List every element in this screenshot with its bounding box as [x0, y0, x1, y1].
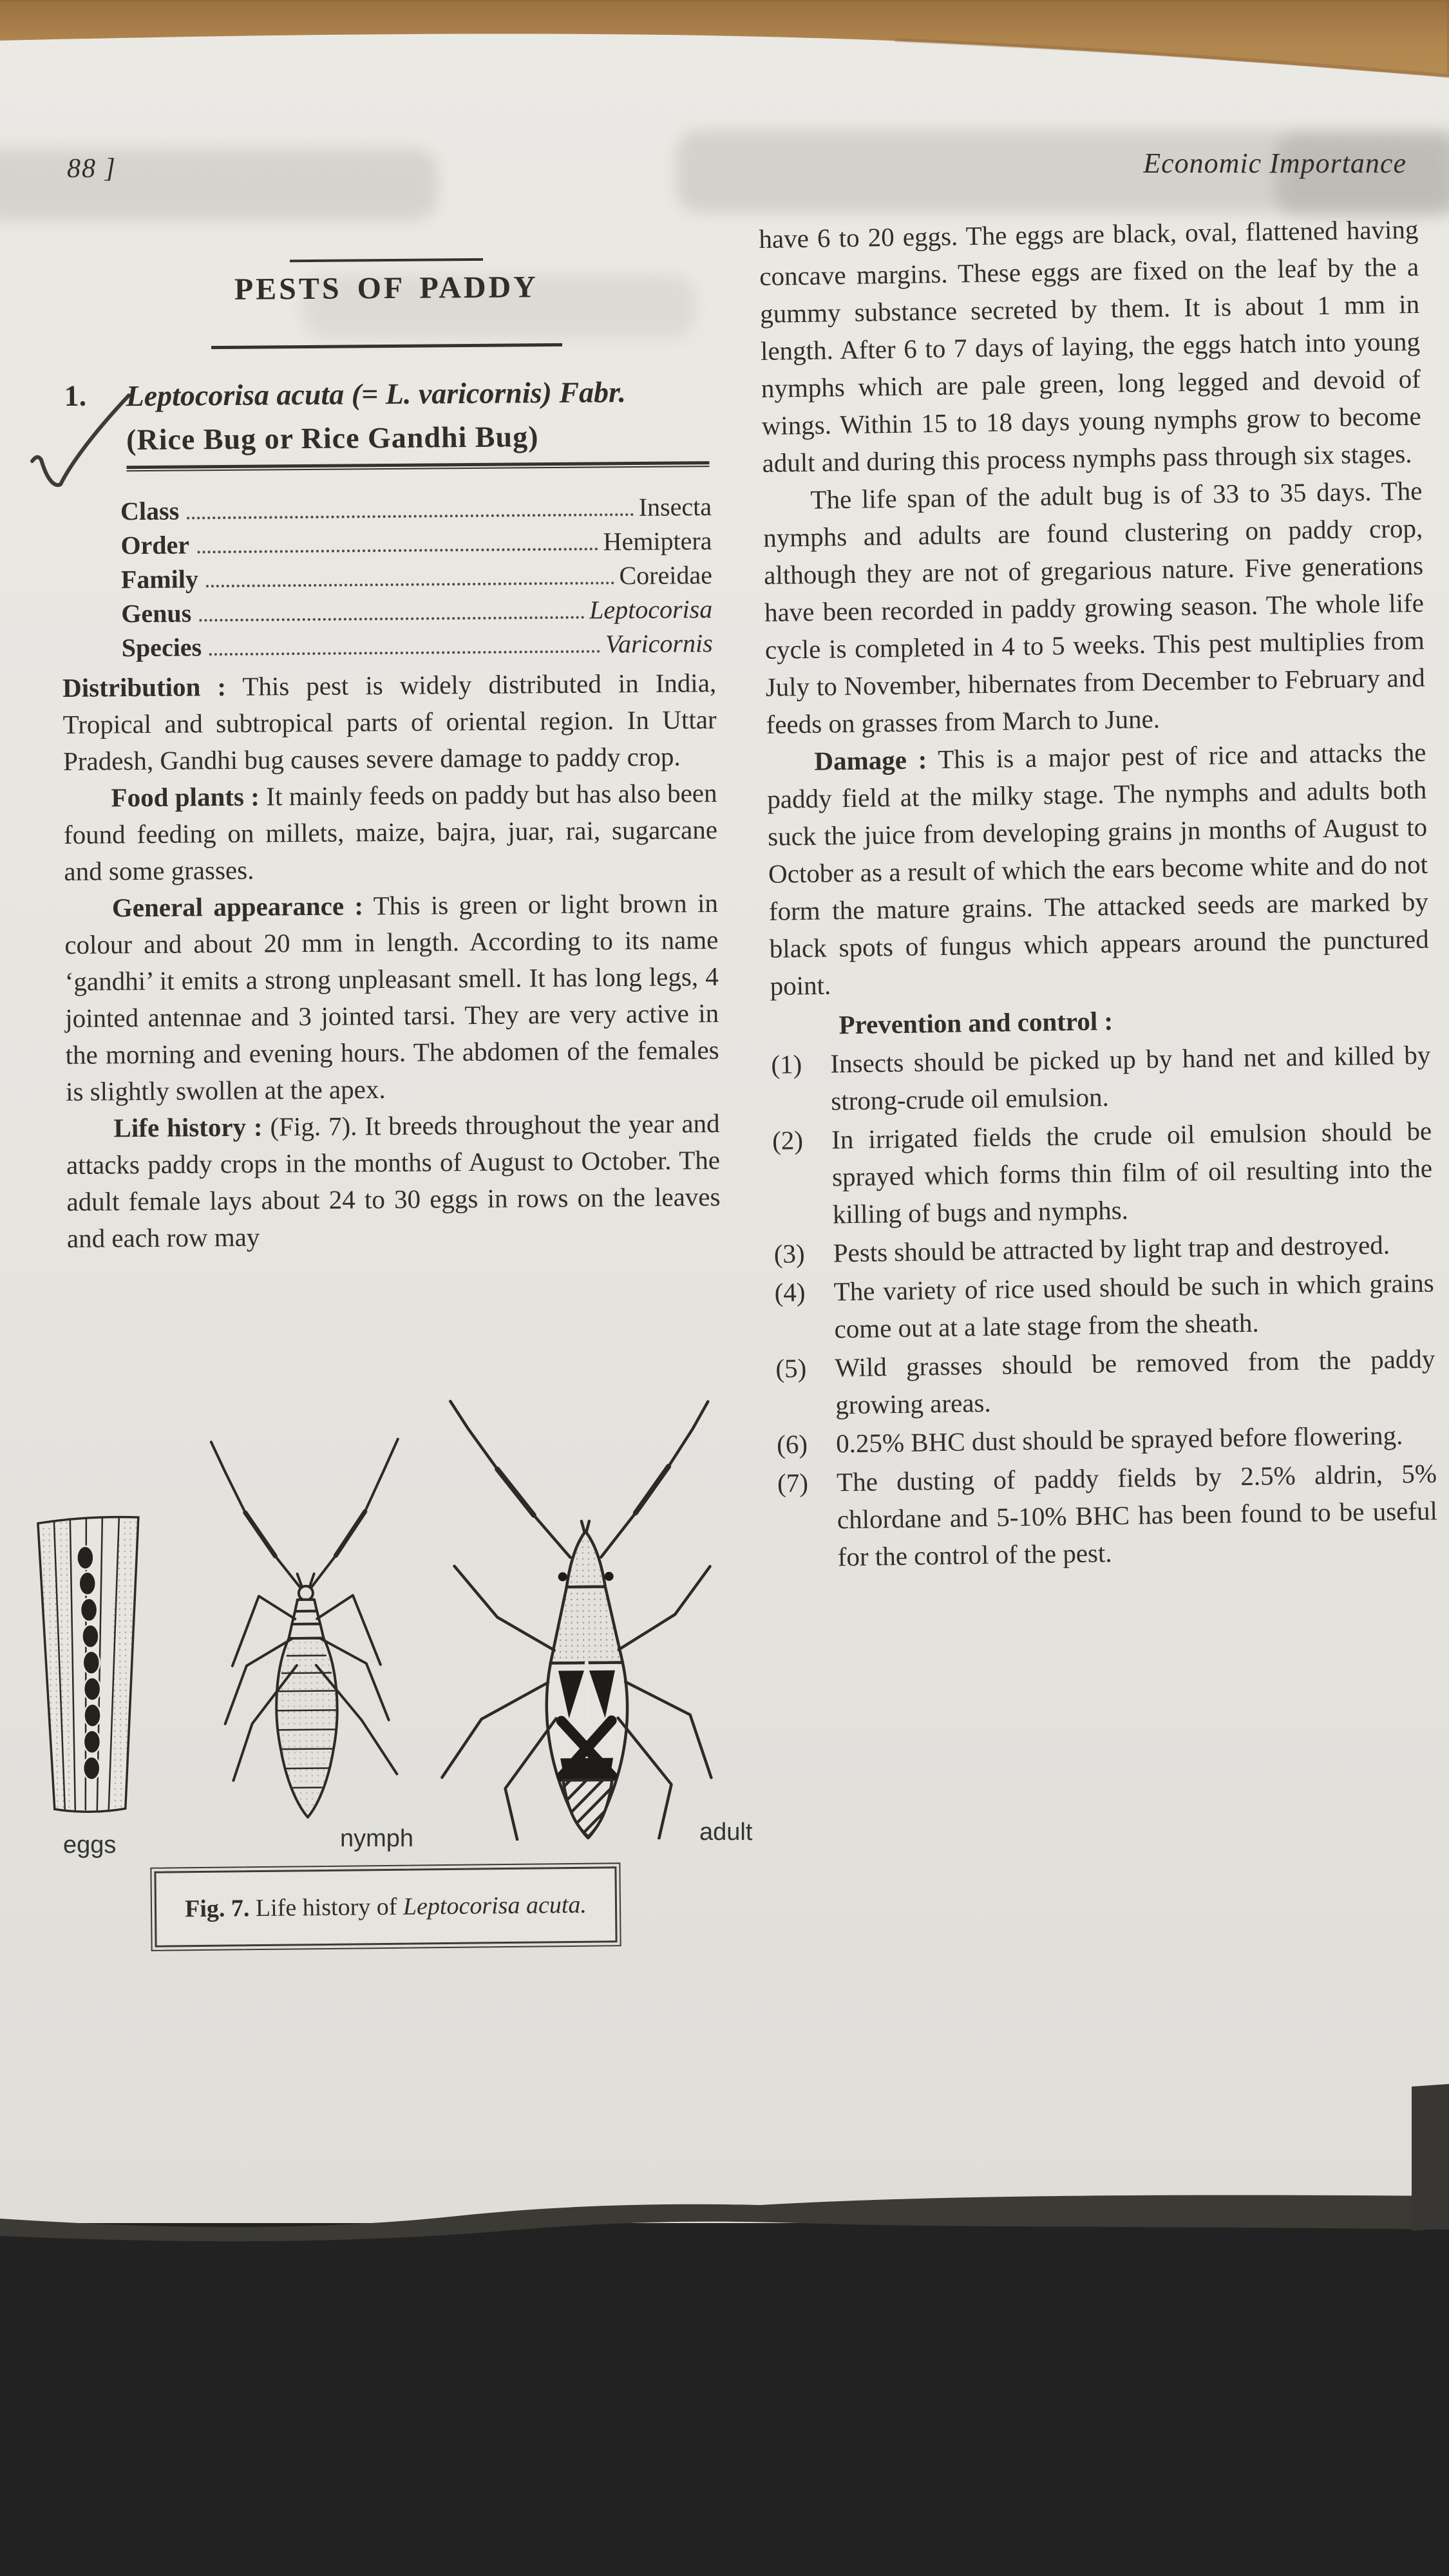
taxonomy-row	[120, 526, 712, 564]
prevention-item-text: Pests should be attracted by light trap and destroyed.	[833, 1229, 1390, 1268]
prevention-item-text: Insects should be picked up by hand net and killed by strong-crude oil emulsion.	[830, 1039, 1431, 1116]
paragraph	[66, 1105, 721, 1257]
prevention-item-number: (7)	[777, 1468, 809, 1498]
paragraph	[63, 775, 717, 890]
handwritten-checkmark-icon	[27, 381, 143, 510]
title-rule-bottom	[211, 343, 562, 349]
taxonomy-label: Class	[120, 496, 180, 526]
taxonomy-row	[122, 628, 713, 667]
paragraph-text: It mainly feeds on paddy but has also been found feeding on millets, maize, bajra, juar, rai, sugarcane and some grasses.	[63, 778, 718, 886]
paragraph	[64, 885, 720, 1110]
paragraph	[759, 211, 1422, 482]
paragraph	[762, 472, 1426, 743]
taxonomy-label: Genus	[121, 598, 192, 629]
dotted-leader	[197, 547, 598, 553]
figure-label-nymph: nymph	[340, 1825, 414, 1852]
prevention-item	[771, 1036, 1432, 1121]
dotted-leader	[187, 513, 634, 519]
eggs-leaf-drawing	[38, 1517, 141, 1812]
right-paragraphs	[759, 211, 1430, 1005]
paragraph-text: The life span of the adult bug is of 33 to 35 days. The nymphs and adults are found clustering on paddy crop, although they are not of gregarious nature. Five generations have been recorded in paddy growing season. The whole life cycle is completed in 4 to 5 weeks. This pest multiplies from July to November, hibernates from December to February and feeds on grasses from March to June.	[762, 475, 1425, 739]
figure-caption-number: Fig. 7.	[184, 1895, 250, 1923]
taxonomy-label: Order	[120, 530, 190, 560]
prevention-item-text: Wild grasses should be removed from the paddy growing areas.	[835, 1343, 1435, 1420]
prevention-list	[771, 1036, 1438, 1577]
heading-underline	[126, 461, 709, 471]
prevention-item-number: (2)	[772, 1125, 804, 1155]
taxonomy-list	[120, 491, 713, 667]
taxonomy-value: Coreidae	[619, 560, 713, 591]
paragraph-text: This is a major pest of rice and attacks the paddy field at the milky stage. The nymphs and adults both suck the juice from developing grains jn months of August to October as a result of which the ears become white and do not form the mature grains. The attacked seeds are marked by black spots of fungus which appears around the punctured point.	[766, 737, 1430, 1001]
prevention-item-number: (5)	[775, 1353, 807, 1383]
prevention-item	[777, 1455, 1438, 1577]
taxonomy-value: Insecta	[638, 492, 712, 522]
taxonomy-row	[121, 594, 712, 632]
prevention-item-text: 0.25% BHC dust should be sprayed before flowering.	[835, 1420, 1403, 1459]
prevention-item-text: In irrigated fields the crude oil emulsion should be sprayed which forms thin film of oil resulting into the killing of bugs and nymphs.	[831, 1115, 1433, 1229]
prevention-item	[775, 1340, 1436, 1425]
figure-label-adult: adult	[699, 1819, 753, 1846]
left-paragraphs	[62, 665, 721, 1257]
nymph-drawing	[211, 1439, 401, 1819]
section-number: 1.	[64, 379, 87, 412]
taxonomy-label: Family	[120, 564, 199, 594]
adult-drawing	[439, 1399, 712, 1841]
paragraph-text: This pest is widely distributed in India, Tropical and subtropical parts of oriental region. In Uttar Pradesh, Gandhi bug causes severe damage to paddy crop.	[62, 668, 717, 776]
scan-smudge-left	[0, 148, 438, 220]
taxonomy-value: Leptocorisa	[589, 594, 713, 625]
dotted-leader	[209, 649, 600, 656]
dotted-leader	[199, 616, 584, 622]
prevention-item-text: The dusting of paddy fields by 2.5% aldrin, 5% chlordane and 5-10% BHC has been found to be useful for the control of the pest.	[836, 1458, 1438, 1572]
figure-7-drawing	[17, 1359, 717, 1844]
figure-label-eggs: eggs	[63, 1832, 117, 1859]
figure-caption-species: Leptocorisa acuta.	[402, 1891, 587, 1920]
taxonomy-value: Varicornis	[605, 629, 713, 659]
wood-table-edge	[0, 0, 1449, 84]
prevention-item-number: (1)	[771, 1049, 802, 1079]
figure-caption-box	[154, 1866, 617, 1947]
prevention-item	[772, 1112, 1433, 1234]
paragraph-lead: Distribution :	[62, 671, 227, 703]
figure-caption-text: Life history of	[249, 1893, 404, 1922]
book-cover-corner	[1412, 2084, 1449, 2231]
taxonomy-value: Hemiptera	[603, 526, 712, 556]
page-number: 88 ]	[67, 154, 117, 184]
running-title: Economic Importance	[1143, 147, 1406, 179]
species-name-heading: Leptocorisa acuta (= L. varicornis) Fabr.	[126, 375, 627, 413]
paragraph-lead: Damage :	[814, 744, 927, 776]
paragraph-lead: General appearance :	[111, 891, 364, 923]
taxonomy-row	[121, 560, 712, 598]
paragraph-text: This is green or light brown in colour and about 20 mm in length. According to its name ‘gandhi’ it emits a strong unpleasant smell. It has long legs, 4 jointed antennae and 3 jointed tarsi. They are very active in the morning and evening hours. The abdomen of the females is slightly swollen at the apex.	[64, 887, 719, 1106]
taxonomy-label: Species	[121, 632, 202, 663]
section-heading	[60, 372, 714, 472]
prevention-item-number: (3)	[773, 1238, 805, 1269]
right-column	[759, 211, 1438, 1577]
left-column	[59, 256, 721, 1257]
prevention-heading: Prevention and control :	[838, 1005, 1113, 1040]
taxonomy-row	[120, 491, 712, 530]
prevention-item	[774, 1264, 1435, 1349]
paragraph-text: (Fig. 7). It breeds throughout the year and attacks paddy crops in the months of August to October. The adult female lays about 24 to 30 eggs in rows on the leaves and each row may	[66, 1108, 721, 1253]
prevention-item-text: The variety of rice used should be such in which grains come out at a late stage from the sheath.	[833, 1267, 1434, 1344]
paragraph-lead: Food plants :	[111, 781, 260, 813]
chapter-title: PESTS OF PADDY	[234, 270, 539, 307]
page-bottom-edge	[0, 2183, 1449, 2260]
prevention-item-number: (4)	[774, 1277, 806, 1307]
common-name-heading: (Rice Bug or Rice Gandhi Bug)	[126, 420, 539, 457]
paragraph	[62, 665, 717, 780]
dotted-leader	[206, 581, 614, 587]
paragraph-text: have 6 to 20 eggs. The eggs are black, oval, flattened having concave margins. These eggs are fixed on the leaf by the a gummy substance secreted by them. It is about 1 mm in length. After 6 to 7 days of laying, the eggs hatch into young nymphs which are pale green, long legged and devoid of wings. Within 15 to 18 days young nymphs grow to become adult and during this process nymphs pass through six stages.	[759, 214, 1421, 478]
paragraph	[766, 734, 1430, 1005]
paragraph-lead: Life history :	[113, 1112, 263, 1143]
prevention-item-number: (6)	[776, 1429, 808, 1459]
